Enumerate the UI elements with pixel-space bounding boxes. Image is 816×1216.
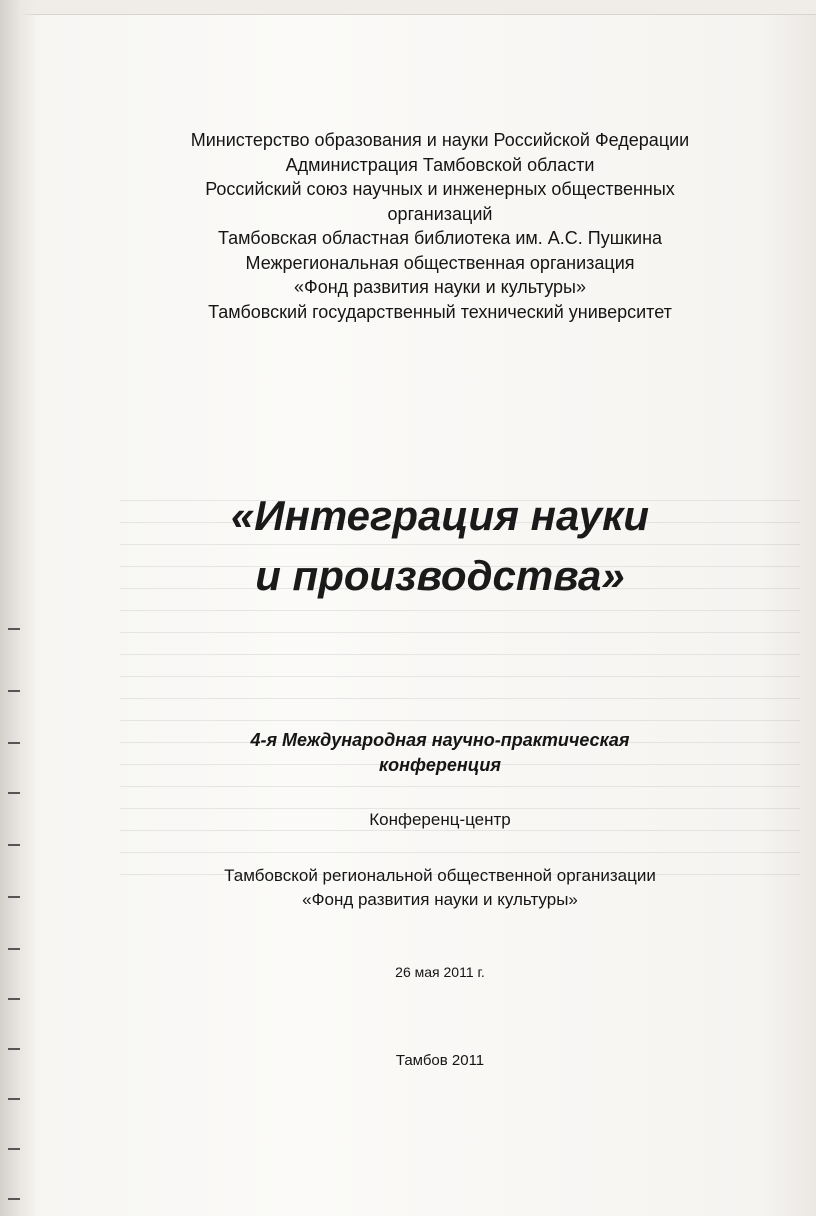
venue-label: Конференц-центр	[369, 810, 511, 829]
organization-line: Межрегиональная общественная организация	[245, 252, 635, 273]
organizations-list	[130, 128, 750, 324]
organization-line: Тамбовский государственный технический университет	[208, 301, 672, 322]
title-line-2: и производства»	[255, 552, 625, 599]
conference-type-line-1: 4-я Международная научно-практическая	[250, 730, 630, 750]
venue-org-line-1: Тамбовской региональной общественной организации	[224, 866, 656, 885]
page-top-edge	[0, 0, 816, 15]
organization-line: Администрация Тамбовской области	[285, 154, 595, 175]
binding-marks	[8, 0, 24, 1216]
conference-type	[130, 728, 750, 778]
organization-line: Российский союз научных и инженерных общественных	[205, 179, 675, 199]
conference-type-line-2: конференция	[378, 755, 502, 775]
organization-line: Тамбовская областная библиотека им. А.С. Пушкина	[217, 228, 663, 248]
title-line-1: «Интеграция науки	[230, 492, 650, 539]
organization-line: «Фонд развития науки и культуры»	[294, 277, 586, 297]
venue-organization	[130, 864, 750, 912]
organization-line: Министерство образования и науки Российской Федерации	[190, 130, 690, 150]
conference-date: 26 мая 2011 г.	[395, 964, 485, 980]
conference-title	[110, 486, 770, 606]
organization-line: организаций	[387, 203, 493, 224]
city-year: Тамбов 2011	[395, 1052, 485, 1069]
venue-org-line-2: «Фонд развития науки и культуры»	[302, 890, 578, 909]
